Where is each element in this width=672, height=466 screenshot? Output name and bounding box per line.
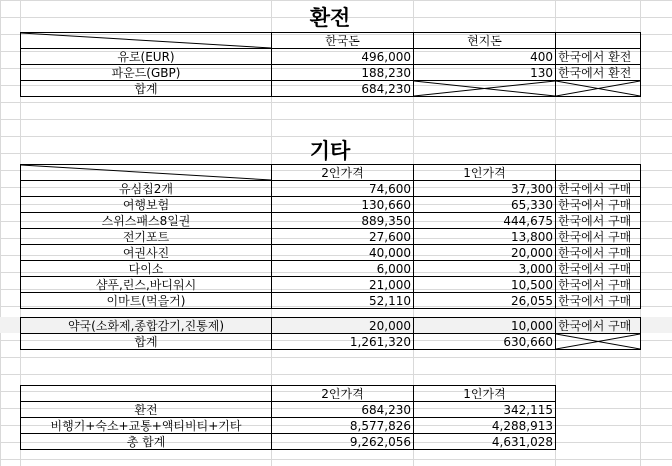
other-row-one[interactable]: 10,500	[413, 276, 556, 293]
exchange-total-local-crossed[interactable]	[413, 80, 556, 97]
summary-row-two[interactable]: 8,577,826	[271, 417, 414, 434]
other-row-name[interactable]: 약국(소화제,종합감기,진통제)	[20, 317, 272, 334]
other-row-two[interactable]: 21,000	[271, 276, 414, 293]
other-row-one[interactable]: 10,000	[413, 317, 556, 334]
other-total-one[interactable]: 630,660	[413, 333, 556, 350]
summary-row-one[interactable]: 342,115	[413, 401, 556, 418]
other-row-two[interactable]: 52,110	[271, 292, 414, 309]
exchange-header-diagonal-cell[interactable]	[20, 32, 272, 49]
other-row-note[interactable]: 한국에서 구매	[555, 212, 641, 229]
other-row-name[interactable]: 스위스패스8일권	[20, 212, 272, 229]
other-total-note-crossed[interactable]	[555, 333, 641, 350]
other-row-name[interactable]: 다이소	[20, 260, 272, 277]
exchange-row-note[interactable]: 한국에서 환전	[555, 48, 641, 65]
exchange-total-krw[interactable]: 684,230	[271, 80, 414, 97]
other-row-name[interactable]: 유심칩2개	[20, 180, 272, 197]
exchange-col-note[interactable]	[555, 32, 641, 49]
other-header-diagonal-cell[interactable]	[20, 164, 272, 181]
other-row-two[interactable]: 27,600	[271, 228, 414, 245]
summary-row-one[interactable]: 4,288,913	[413, 417, 556, 434]
other-row-name[interactable]: 여권사진	[20, 244, 272, 261]
exchange-row-note[interactable]: 한국에서 환전	[555, 64, 641, 81]
summary-row-two[interactable]: 684,230	[271, 401, 414, 418]
other-row-note[interactable]: 한국에서 구매	[555, 276, 641, 293]
exchange-total-label[interactable]: 합계	[20, 80, 272, 97]
exchange-total-note-crossed[interactable]	[555, 80, 641, 97]
summary-header-blank[interactable]	[20, 385, 272, 402]
other-row-name[interactable]: 이마트(먹을거)	[20, 292, 272, 309]
other-row-one[interactable]: 444,675	[413, 212, 556, 229]
other-row-note[interactable]: 한국에서 구매	[555, 228, 641, 245]
other-col-note[interactable]	[555, 164, 641, 181]
exchange-col-krw[interactable]: 한국돈	[271, 32, 414, 49]
summary-col-two[interactable]: 2인가격	[271, 385, 414, 402]
other-title: 기타	[309, 139, 351, 163]
summary-col-one[interactable]: 1인가격	[413, 385, 556, 402]
other-row-two[interactable]: 889,350	[271, 212, 414, 229]
other-row-note[interactable]: 한국에서 구매	[555, 180, 641, 197]
other-row-two[interactable]: 6,000	[271, 260, 414, 277]
exchange-row-krw[interactable]: 496,000	[271, 48, 414, 65]
exchange-col-local[interactable]: 현지돈	[413, 32, 556, 49]
exchange-row-name[interactable]: 파운드(GBP)	[20, 64, 272, 81]
other-total-two[interactable]: 1,261,320	[271, 333, 414, 350]
other-row-name[interactable]: 여행보험	[20, 196, 272, 213]
other-row-two[interactable]: 40,000	[271, 244, 414, 261]
other-row-one[interactable]: 13,800	[413, 228, 556, 245]
summary-row-name[interactable]: 비행기+숙소+교통+액티비티+기타	[20, 417, 272, 434]
other-row-note[interactable]: 한국에서 구매	[555, 292, 641, 309]
summary-total-label[interactable]: 총 합계	[20, 433, 272, 450]
other-row-name[interactable]: 전기포트	[20, 228, 272, 245]
other-row-note[interactable]: 한국에서 구매	[555, 260, 641, 277]
other-row-note[interactable]: 한국에서 구매	[555, 244, 641, 261]
other-total-label[interactable]: 합계	[20, 333, 272, 350]
other-row-one[interactable]: 3,000	[413, 260, 556, 277]
other-row-one[interactable]: 65,330	[413, 196, 556, 213]
other-row-note[interactable]: 한국에서 구매	[555, 196, 641, 213]
other-row-two[interactable]: 20,000	[271, 317, 414, 334]
exchange-row-local[interactable]: 130	[413, 64, 556, 81]
exchange-row-name[interactable]: 유로(EUR)	[20, 48, 272, 65]
other-row-name[interactable]: 샴푸,린스,바디워시	[20, 276, 272, 293]
other-row-one[interactable]: 26,055	[413, 292, 556, 309]
exchange-row-local[interactable]: 400	[413, 48, 556, 65]
other-row-two[interactable]: 74,600	[271, 180, 414, 197]
summary-total-one[interactable]: 4,631,028	[413, 433, 556, 450]
other-col-one[interactable]: 1인가격	[413, 164, 556, 181]
summary-row-name[interactable]: 환전	[20, 401, 272, 418]
other-row-one[interactable]: 20,000	[413, 244, 556, 261]
other-row-note[interactable]: 한국에서 구매	[555, 317, 641, 334]
other-row-two[interactable]: 130,660	[271, 196, 414, 213]
summary-total-two[interactable]: 9,262,056	[271, 433, 414, 450]
exchange-row-krw[interactable]: 188,230	[271, 64, 414, 81]
other-row-one[interactable]: 37,300	[413, 180, 556, 197]
exchange-title: 환전	[309, 6, 351, 30]
other-col-two[interactable]: 2인가격	[271, 164, 414, 181]
